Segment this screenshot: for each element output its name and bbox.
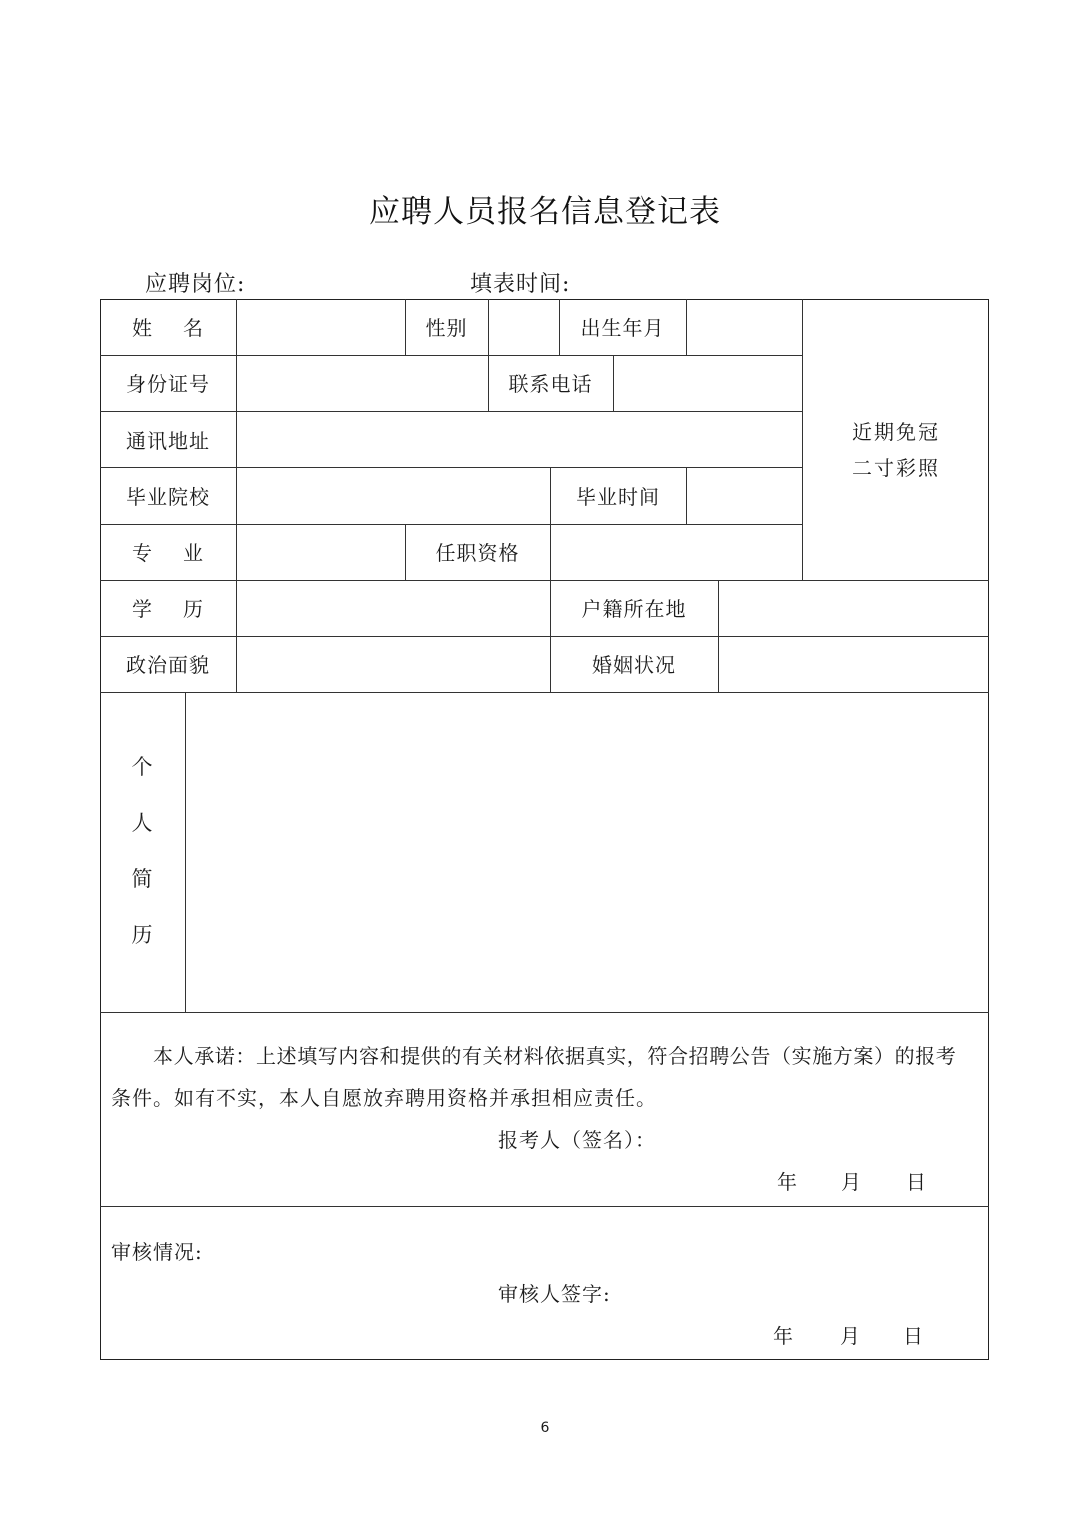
col-divider xyxy=(718,580,719,692)
review-month-label: 月 xyxy=(840,1324,861,1348)
col-divider xyxy=(613,355,614,411)
applicant-signature-label: 报考人（签名）： xyxy=(498,1128,656,1152)
pledge-month-label: 月 xyxy=(841,1170,862,1194)
row-divider xyxy=(100,524,802,525)
birth-date-label: 出生年月 xyxy=(580,316,665,340)
col-divider xyxy=(488,299,489,411)
resume-label-char: 历 xyxy=(131,923,153,947)
row-divider xyxy=(100,355,802,356)
row-divider xyxy=(100,580,989,581)
review-day-label: 日 xyxy=(903,1324,924,1348)
political-status-label: 政治面貌 xyxy=(126,653,210,677)
education-label: 学 历 xyxy=(132,597,204,621)
school-label: 毕业院校 xyxy=(126,485,210,509)
pledge-year-label: 年 xyxy=(777,1170,798,1194)
address-label: 通讯地址 xyxy=(126,429,210,453)
photo-placeholder xyxy=(803,414,989,486)
row-divider xyxy=(100,1206,989,1207)
gender-label: 性别 xyxy=(425,316,468,340)
col-divider xyxy=(686,467,687,524)
pledge-text-line-2: 条件。如有不实，本人自愿放弃聘用资格并承担相应责任。 xyxy=(111,1086,657,1110)
row-divider xyxy=(100,636,989,637)
col-divider xyxy=(686,299,687,355)
resume-label-char: 简 xyxy=(131,867,153,891)
page-number: 6 xyxy=(540,1420,550,1436)
fill-date-label: 填表时间: xyxy=(470,272,571,297)
id-number-label: 身份证号 xyxy=(126,372,210,396)
pledge-day-label: 日 xyxy=(906,1170,927,1194)
qualification-label: 任职资格 xyxy=(435,541,520,565)
marital-status-label: 婚姻状况 xyxy=(592,653,676,677)
col-divider xyxy=(236,299,237,692)
review-year-label: 年 xyxy=(773,1324,794,1348)
col-divider xyxy=(185,692,186,1012)
photo-line-2: 二寸彩照 xyxy=(852,456,940,480)
pledge-text-line-1: 本人承诺：上述填写内容和提供的有关材料依据真实，符合招聘公告（实施方案）的报考 xyxy=(153,1044,957,1068)
resume-label-char: 个 xyxy=(131,755,153,779)
hukou-label: 户籍所在地 xyxy=(581,597,687,621)
row-divider xyxy=(100,1012,989,1013)
name-label: 姓 名 xyxy=(132,316,204,340)
graduation-time-label: 毕业时间 xyxy=(576,485,660,509)
photo-line-1: 近期免冠 xyxy=(852,420,940,444)
resume-label-char: 人 xyxy=(131,811,153,835)
row-divider xyxy=(100,467,802,468)
row-divider xyxy=(100,411,802,412)
review-status-label: 审核情况: xyxy=(111,1240,203,1264)
form-title: 应聘人员报名信息登记表 xyxy=(369,194,721,230)
row-divider xyxy=(100,692,989,693)
position-label: 应聘岗位: xyxy=(145,272,246,297)
reviewer-signature-label: 审核人签字: xyxy=(498,1282,611,1306)
major-label: 专 业 xyxy=(132,541,204,565)
phone-label: 联系电话 xyxy=(508,372,593,396)
